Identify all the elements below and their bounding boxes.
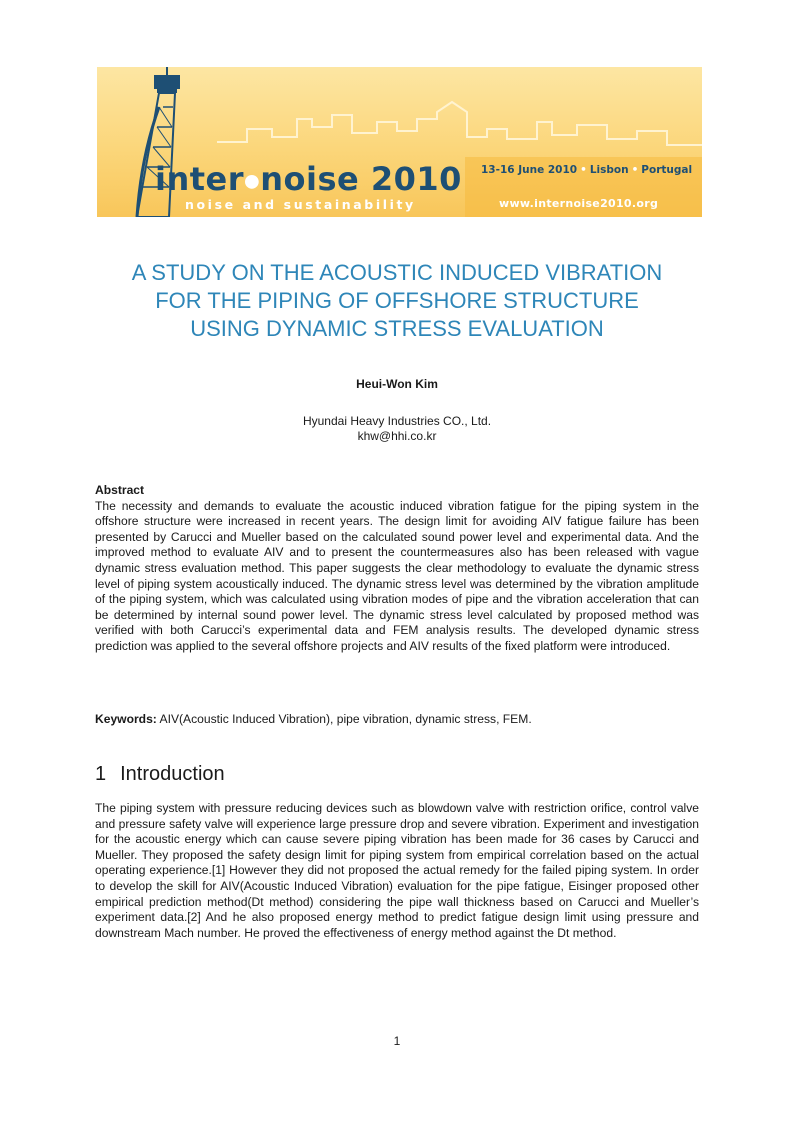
conference-tagline: noise and sustainability	[185, 197, 416, 212]
affiliation: Hyundai Heavy Industries CO., Ltd.	[302, 414, 492, 428]
author-affiliation-block	[0, 414, 794, 444]
keywords	[95, 712, 699, 728]
section-heading-introduction	[95, 763, 239, 786]
keywords-text: AIV(Acoustic Induced Vibration), pipe vibration, dynamic stress, FEM.	[156, 712, 532, 726]
paper-title: A STUDY ON THE ACOUSTIC INDUCED VIBRATION FOR THE PIPING OF OFFSHORE STRUCTURE USING DYNAMIC STRESS EVALUATION	[131, 260, 663, 341]
introduction-paragraph: The piping system with pressure reducing devices such as blowdown valve with restriction orifice, control valve and pressure safety valve will experience large pressure drop and severe vibration. Experiment and investigation for the acoustic energy which can cause severe piping vibration has been made for 36 cases by Carucci and Mueller. They proposed the safety design limit for piping system from empirical correlation based on the actual operating experience.[1] However they did not proposed the actual remedy for the failed piping system. In order to develop the skill for AIV(Acoustic Induced Vibration) evaluation for the pipe fatigue, Eisinger proposed other empirical prediction method(Dt method) considering the pipe wall thickness based on Carucci and Mueller’s experiment data.[2] And he also proposed energy method to predict fatigue design limit using pressure and downstream Mach number. He proved the effectiveness of energy method against the Dt method.	[95, 801, 699, 940]
conference-dates: 13-16 June 2010 • Lisbon • Portugal	[481, 164, 693, 176]
keywords-label: Keywords:	[95, 712, 157, 726]
author-email: khw@hhi.co.kr	[357, 429, 437, 443]
abstract-heading: Abstract	[95, 483, 145, 497]
abstract-text: The necessity and demands to evaluate the acoustic induced vibration fatigue for the piping system in the offshore structure were increased in recent years. The design limit for avoiding AIV fatigue failure has been presented by Carucci and Mueller based on the calculated sound power level and experimental data. And the improved method to evaluate AIV and to present the countermeasures also has been released with vague dynamic stress evaluation method. This paper suggests the clear methodology to evaluate the dynamic stress level of piping system acoustically induced. The dynamic stress level was determined by the vibration amplitude of the piping system, which was calculated using vibration modes of pipe and the vibration acceleration that can be determined by internal sound power level. The dynamic stress level calculated by proposed method was verified with both Carucci’s experimental data and FEM analysis results. The developed dynamic stress prediction was applied to the several offshore projects and AIV results of the fixed platform were introduced.	[95, 498, 699, 653]
author-name: Heui-Won Kim	[356, 377, 438, 391]
section-title: Introduction	[120, 763, 225, 785]
abstract	[95, 483, 699, 655]
conference-website: www.internoise2010.org	[499, 197, 659, 210]
conference-logo-text: inter●noise 2010	[155, 160, 462, 198]
section-number: 1	[95, 763, 107, 785]
page-number: 1	[393, 1034, 401, 1048]
conference-banner	[97, 67, 702, 217]
